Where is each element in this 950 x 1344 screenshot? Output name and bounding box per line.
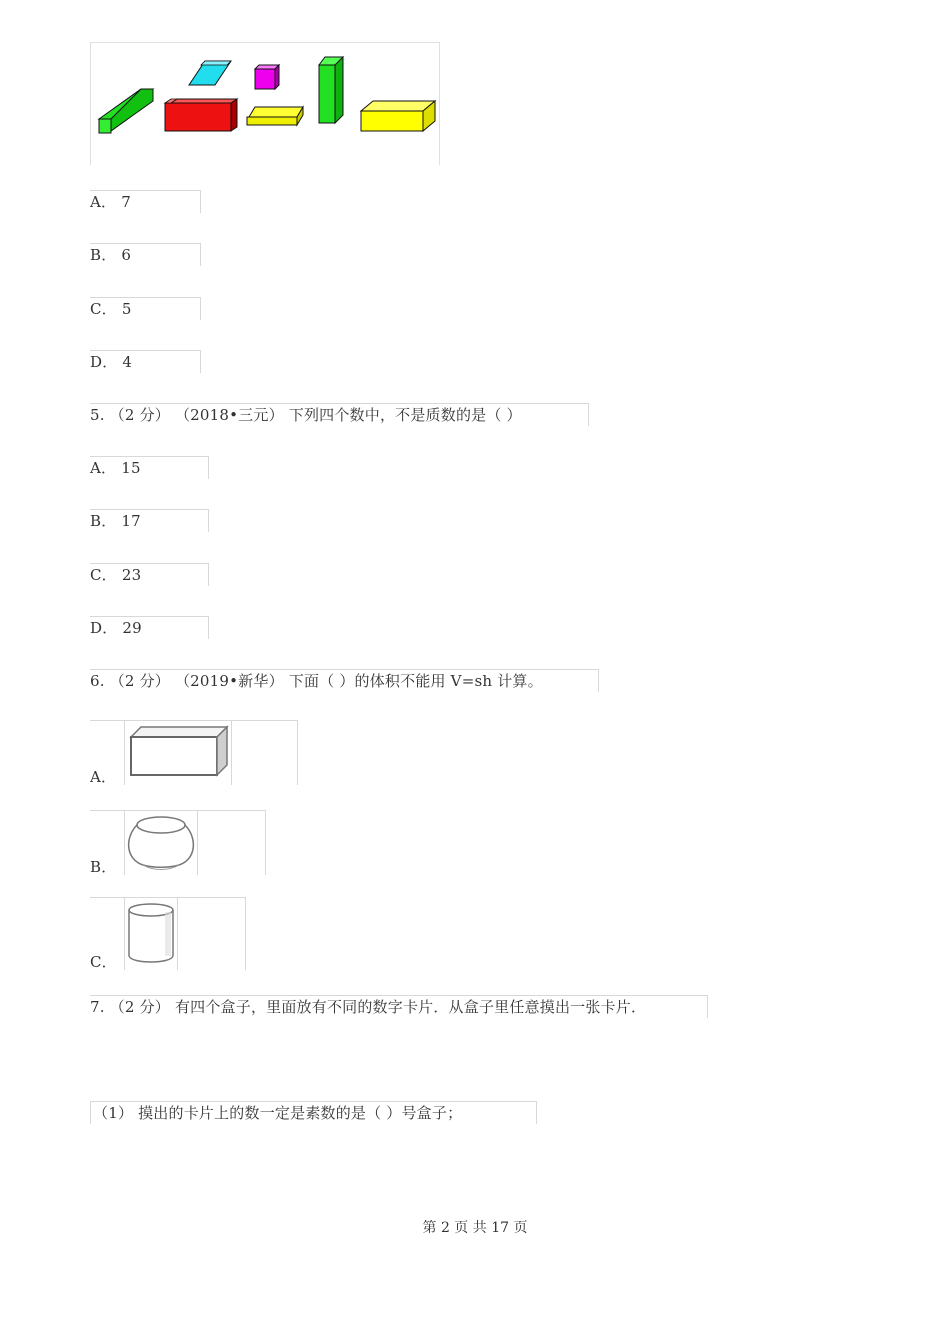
option-value: 6 (121, 246, 132, 264)
green-tall-prism-icon (319, 57, 343, 123)
option-letter: A． (90, 459, 117, 477)
option-letter: A． (90, 768, 117, 786)
cyan-parallelogram-icon (189, 61, 231, 85)
q6-option-a[interactable] (90, 720, 298, 785)
option-value: 15 (121, 459, 141, 477)
yellow-thin-slab-icon (247, 107, 303, 125)
option-letter: A． (90, 193, 117, 211)
option-value: 5 (121, 300, 132, 318)
cuboid-image (124, 721, 232, 785)
q4-option-b[interactable] (90, 243, 201, 266)
option-letter: D． (90, 619, 118, 637)
yellow-box-icon (361, 101, 435, 131)
q5-stem: 5. （2 分） （2018•三元） 下列四个数中，不是质数的是（ ） (90, 406, 522, 424)
magenta-cube-icon (255, 65, 279, 89)
q4-option-a[interactable] (90, 190, 201, 213)
solids-figure (90, 42, 440, 165)
q7-stem-box (90, 995, 708, 1018)
option-value: 23 (121, 566, 142, 584)
option-value: 4 (122, 353, 133, 371)
option-letter: C． (90, 300, 117, 318)
option-letter: B． (90, 512, 117, 530)
solids-figure-svg (91, 43, 439, 165)
q5-option-c[interactable] (90, 563, 209, 586)
cylinder-icon (125, 898, 177, 970)
q5-option-a[interactable] (90, 456, 209, 479)
q6-stem: 6. （2 分） （2019•新华） 下面（ ）的体积不能用 V=sh 计算。 (90, 672, 543, 690)
cuboid-icon (125, 721, 231, 785)
cylinder-image (124, 898, 178, 970)
q5-option-b[interactable] (90, 509, 209, 532)
q7-sub1: （1） 摸出的卡片上的数一定是素数的是（ ）号盒子； (93, 1104, 463, 1122)
q7-sub1-box (90, 1101, 537, 1124)
option-letter: B． (90, 858, 117, 876)
option-letter: C． (90, 566, 117, 584)
q4-option-d[interactable] (90, 350, 201, 373)
q5-option-d[interactable] (90, 616, 209, 639)
q6-option-c[interactable] (90, 897, 246, 970)
q4-option-c[interactable] (90, 297, 201, 320)
jar-image (124, 811, 198, 875)
option-letter: C． (90, 953, 117, 971)
option-letter: D． (90, 353, 118, 371)
option-value: 29 (122, 619, 142, 637)
option-value: 17 (121, 512, 141, 530)
option-letter: B． (90, 246, 117, 264)
red-slab-icon (165, 99, 237, 131)
q5-stem-box (90, 403, 589, 426)
jar-icon (125, 811, 197, 875)
page-footer: 第 2 页 共 17 页 (422, 1220, 528, 1236)
q6-stem-box (90, 669, 599, 692)
q7-stem: 7. （2 分） 有四个盒子，里面放有不同的数字卡片．从盒子里任意摸出一张卡片． (90, 998, 647, 1016)
green-bar-icon (99, 89, 153, 133)
q6-option-b[interactable] (90, 810, 266, 875)
option-value: 7 (121, 193, 131, 211)
